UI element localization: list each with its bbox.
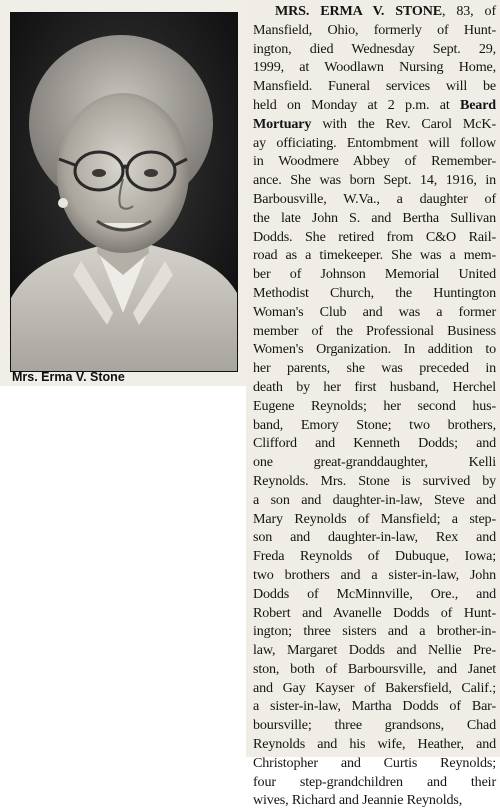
obituary-line: two brothers and a sister-in-law, John	[253, 566, 496, 583]
obituary-line: ston, both of Barboursville, and Janet	[253, 660, 496, 677]
obituary-line: four step-grandchildren and their	[253, 773, 496, 790]
obituary-line: and Gay Kayser of Bakersfield, Calif.;	[253, 679, 496, 696]
obituary-line: Freda Reynolds of Dubuque, Iowa;	[253, 548, 496, 565]
obituary-line: one great-granddaughter, Kelli	[253, 454, 496, 471]
obituary-line: law, Margaret Dodds and Nellie Pre-	[253, 642, 496, 659]
obituary-line: Mary Reynolds of Mansfield; a step-	[253, 510, 496, 527]
obituary-line: road as a timekeeper. She was a mem-	[253, 247, 496, 264]
obituary-line: Woman's Club and was a former	[253, 303, 496, 320]
obituary-line: Mansfield, Ohio, formerly of Hunt-	[253, 21, 496, 38]
obituary-line: band, Emory Stone; two brothers,	[253, 416, 496, 433]
obituary-line: Robert and Avanelle Dodds of Hunt-	[253, 604, 496, 621]
obituary-line: Reynolds. Mrs. Stone is survived by	[253, 472, 496, 489]
obituary-line: Christopher and Curtis Reynolds;	[253, 754, 496, 771]
obituary-line: Eugene Reynolds; her second hus-	[253, 397, 496, 414]
obituary-line: Women's Organization. In addition to	[253, 341, 496, 358]
obituary-line: ay officiating. Entombment will follow	[253, 134, 496, 151]
obituary-line: ber of Johnson Memorial United	[253, 266, 496, 283]
photo-caption: Mrs. Erma V. Stone	[12, 370, 125, 384]
obituary-line: Mortuary with the Rev. Carol McK-	[253, 115, 496, 132]
obituary-line: wives, Richard and Jeannie Reynolds,	[253, 792, 463, 809]
obituary-line: in Woodmere Abbey of Remember-	[253, 153, 496, 170]
obituary-line: the late John S. and Bertha Sullivan	[253, 209, 496, 226]
obituary-line: boursville; three grandsons, Chad	[253, 717, 496, 734]
obituary-line: Methodist Church, the Huntington	[253, 284, 496, 301]
obituary-line: Clifford and Kenneth Dodds; and	[253, 435, 496, 452]
obituary-line: son and daughter-in-law, Rex and	[253, 529, 496, 546]
obituary-line: MRS. ERMA V. STONE, 83, of	[275, 3, 496, 19]
obituary-line: ance. She was born Sept. 14, 1916, in	[253, 172, 496, 189]
obituary-line: a sister-in-law, Martha Dodds of Bar-	[253, 698, 496, 715]
obituary-line: Mansfield. Funeral services will be	[253, 78, 496, 95]
obituary-line: Dodds. She retired from C&O Rail-	[253, 228, 496, 245]
obituary-line: member of the Professional Business	[253, 322, 496, 339]
obituary-text	[253, 2, 496, 810]
obituary-line: death by her first husband, Herchel	[253, 378, 496, 395]
obituary-line: her parents, she was preceded in	[253, 360, 496, 377]
photo-panel	[0, 0, 246, 386]
obituary-line: a son and daughter-in-law, Steve and	[253, 491, 496, 508]
obituary-line: ington, died Wednesday Sept. 29,	[253, 40, 496, 57]
obituary-line: ington; three sisters and a brother-in-	[253, 623, 496, 640]
obituary-line: held on Monday at 2 p.m. at Beard	[253, 96, 496, 113]
obituary-column	[246, 0, 500, 809]
portrait-photo	[10, 12, 238, 372]
obituary-line: 1999, at Woodlawn Nursing Home,	[253, 59, 496, 76]
obituary-line: Reynolds and his wife, Heather, and	[253, 736, 496, 753]
obituary-line: Barbousville, W.Va., a daughter of	[253, 190, 496, 207]
obituary-line: Dodds of McMinnville, Ore., and	[253, 585, 496, 602]
